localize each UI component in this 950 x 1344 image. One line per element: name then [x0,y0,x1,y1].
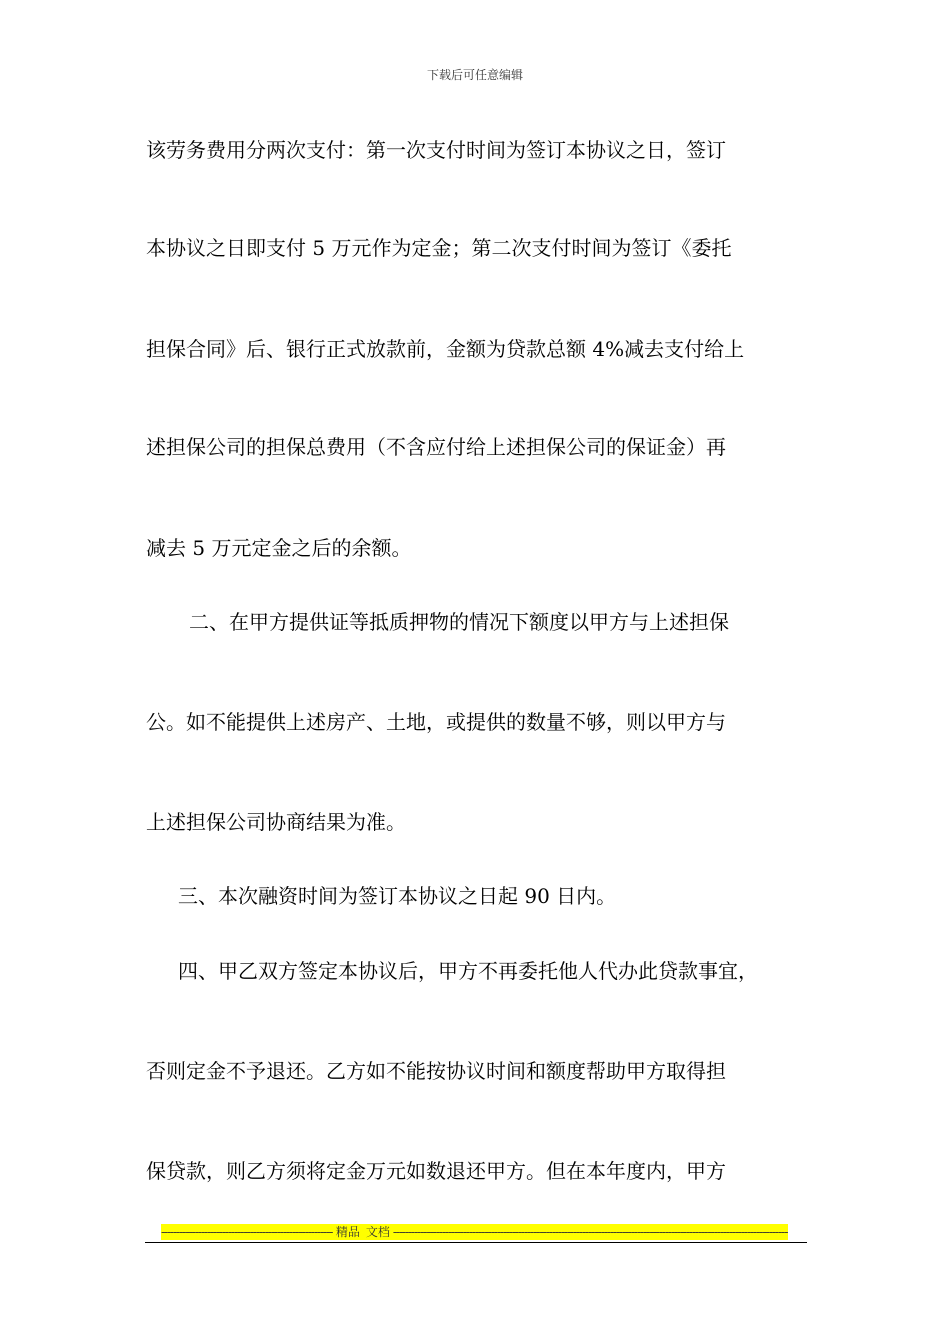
footer-dashes-left [161,1224,333,1240]
footer-band [161,1224,788,1240]
body-line: 公。如不能提供上述房产、土地，或提供的数量不够，则以甲方与 [146,710,726,734]
footer-label-left: 精品 [335,1225,360,1239]
body-line: 减去 5 万元定金之后的余额。 [146,536,412,560]
footer-rule [145,1242,807,1243]
body-line: 上述担保公司协商结果为准。 [146,810,406,834]
body-line: 否则定金不予退还。乙方如不能按协议时间和额度帮助甲方取得担 [146,1059,726,1083]
body-line: 三、本次融资时间为签订本协议之日起 90 日内。 [178,884,617,908]
body-line: 四、甲乙双方签定本协议后，甲方不再委托他人代办此贷款事宜， [178,959,758,983]
body-line: 述担保公司的担保总费用（不含应付给上述担保公司的保证金）再 [146,435,726,459]
body-line: 二、在甲方提供证等抵质押物的情况下额度以甲方与上述担保 [189,610,729,634]
body-line: 担保合同》后、银行正式放款前，金额为贷款总额 4%减去支付给上 [146,337,745,361]
body-line: 保贷款，则乙方须将定金万元如数退还甲方。但在本年度内，甲方 [146,1159,726,1183]
body-line: 本协议之日即支付 5 万元作为定金；第二次支付时间为签订《委托 [146,236,732,260]
footer-dashes-right [393,1224,788,1240]
page-header: 下载后可任意编辑 [426,68,523,82]
body-line: 该劳务费用分两次支付：第一次支付时间为签订本协议之日，签订 [146,138,726,162]
footer-label-right: 文档 [365,1225,390,1239]
